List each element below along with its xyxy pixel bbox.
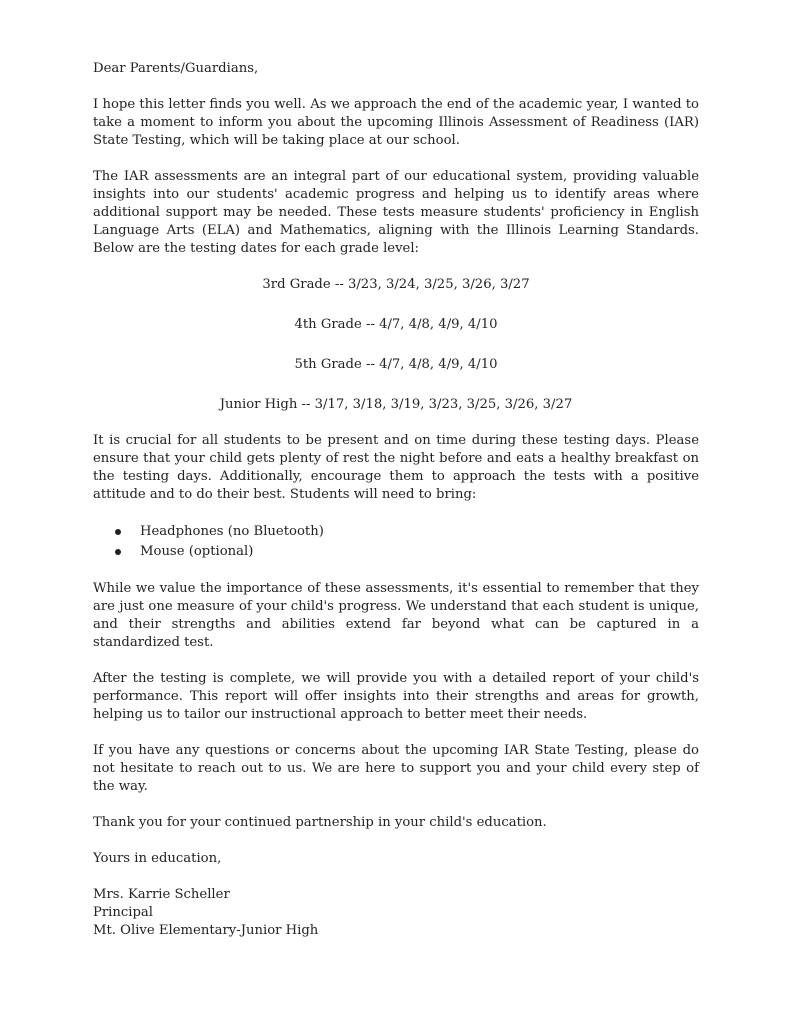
report-paragraph: After the testing is complete, we will provide you with a detailed report of your child's performance. This report will offer insights into their strengths and areas for growth, helping us to tailor our instructional approach to better meet their needs.: [93, 671, 699, 722]
testing-dates-list: [93, 276, 699, 414]
bullet-icon: [115, 529, 121, 535]
perspective-paragraph: While we value the importance of these assessments, it's essential to remember that they are just one measure of your child's progress. We understand that each student is unique, and their strengths and abilities extend far beyond what can be captured in a standardized test.: [93, 581, 699, 650]
signature-block: [93, 886, 699, 940]
supply-item: [93, 522, 699, 542]
supplies-list: [93, 522, 699, 562]
intro-paragraph: I hope this letter finds you well. As we approach the end of the academic year, I wanted to take a moment to inform you about the upcoming Illinois Assessment of Readiness (IAR) State Testing, which will be taking place at our school.: [93, 97, 699, 148]
purpose-paragraph: The IAR assessments are an integral part of our educational system, providing valuable insights into our students' academic progress and helping us to identify areas where additional support may be needed. These tests measure students' proficiency in English Language Arts (ELA) and Mathematics, aligning with the Illinois Learning Standards. Below are the testing dates for each grade level:: [93, 169, 699, 256]
signature-title: Principal: [93, 905, 154, 920]
signature-school: Mt. Olive Elementary-Junior High: [93, 923, 319, 938]
bullet-icon: [115, 549, 121, 555]
closing-line: Yours in education,: [93, 851, 222, 866]
attendance-paragraph: It is crucial for all students to be present and on time during these testing days. Please ensure that your child gets plenty of rest the night before and eats a healthy breakfast on the testing days. Additionally, encourage them to approach the tests with a positive attitude and to do their best. Students will need to bring:: [93, 433, 699, 502]
testing-date-3rd-grade: 3rd Grade -- 3/23, 3/24, 3/25, 3/26, 3/27: [262, 277, 530, 292]
thanks-line: Thank you for your continued partnership in your child's education.: [93, 815, 547, 830]
supply-item-label: Mouse (optional): [140, 544, 254, 559]
testing-date-4th-grade: 4th Grade -- 4/7, 4/8, 4/9, 4/10: [294, 317, 498, 332]
letter-greeting: Dear Parents/Guardians,: [93, 61, 259, 76]
testing-date-junior-high: Junior High -- 3/17, 3/18, 3/19, 3/23, 3/25, 3/26, 3/27: [219, 397, 573, 412]
testing-date-5th-grade: 5th Grade -- 4/7, 4/8, 4/9, 4/10: [294, 357, 498, 372]
signature-name: Mrs. Karrie Scheller: [93, 887, 230, 902]
letter-page: [93, 60, 699, 940]
supply-item: [93, 542, 699, 562]
questions-paragraph: If you have any questions or concerns about the upcoming IAR State Testing, please do not hesitate to reach out to us. We are here to support you and your child every step of the way.: [93, 743, 699, 794]
supply-item-label: Headphones (no Bluetooth): [140, 524, 324, 539]
